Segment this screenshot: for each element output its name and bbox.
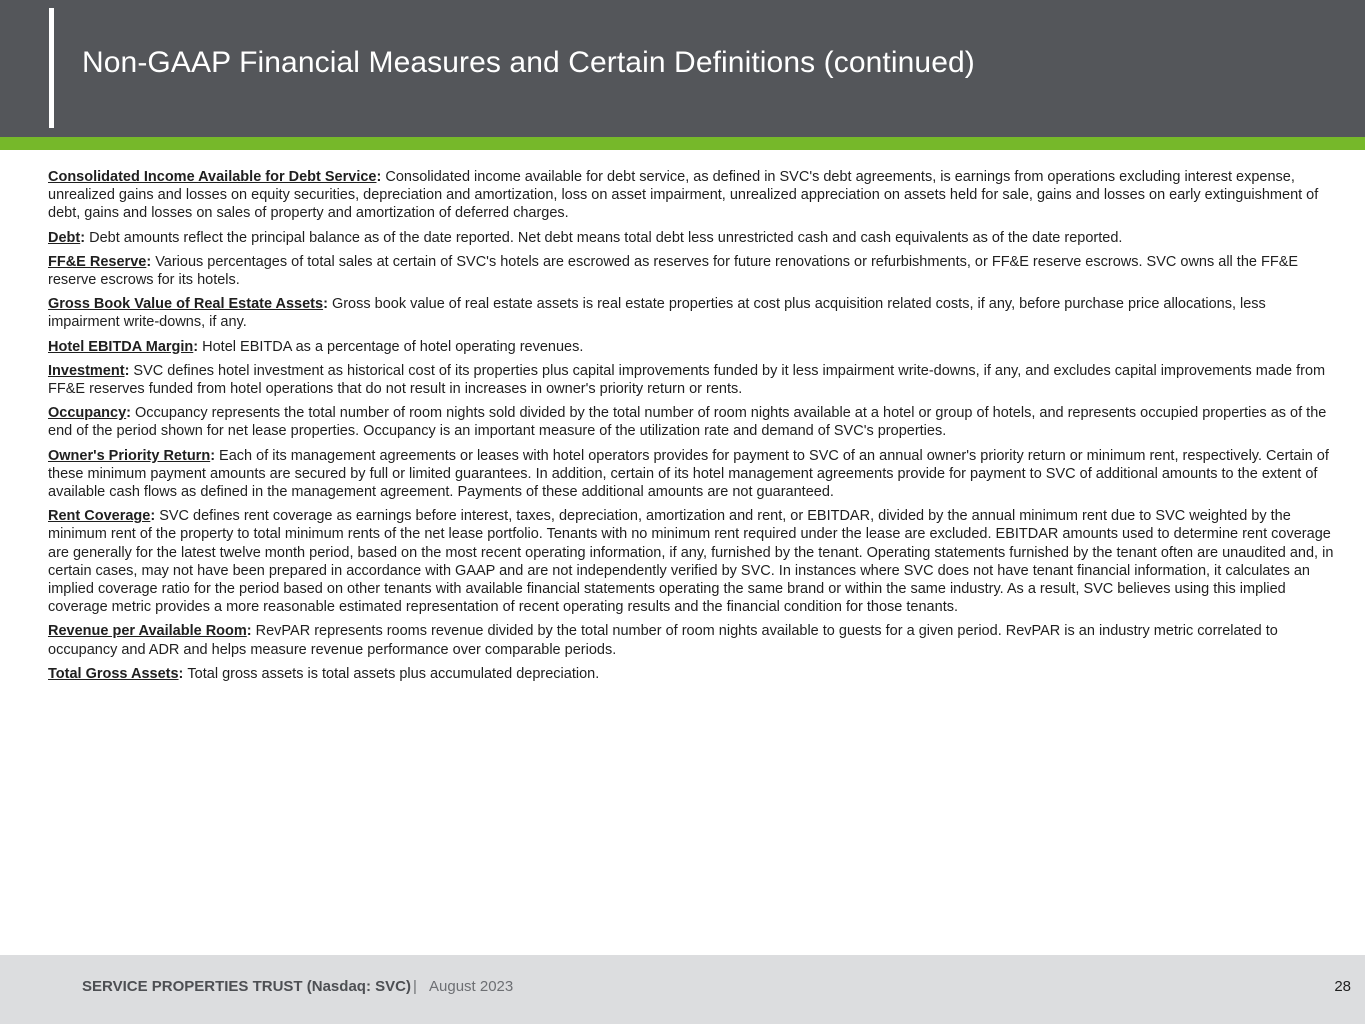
definition-item: Gross Book Value of Real Estate Assets: Gross book value of real estate assets is real estate properties at cost plus acquisition related costs, if any, before purchase price allocations, less impairment write-downs, if any. xyxy=(48,296,1266,331)
page-number: 28 xyxy=(1334,978,1351,995)
definition-text: RevPAR represents rooms revenue divided by the total number of room nights available to guests for a given period. RevPAR is an industry metric correlated to occupancy and ADR and helps measure revenue performance over comparable periods. xyxy=(48,623,1278,658)
header-accent-bar xyxy=(49,8,54,128)
footer-date: August 2023 xyxy=(429,978,514,995)
definition-term: Owner's Priority Return xyxy=(48,447,211,464)
definition-term: Investment xyxy=(48,362,125,379)
definition-term: Total Gross Assets xyxy=(48,665,179,682)
definition-text: Gross book value of real estate assets is real estate properties at cost plus acquisition related costs, if any, before purchase price allocations, less impairment write-downs, if any. xyxy=(48,296,1266,331)
page-title: Non-GAAP Financial Measures and Certain Definitions (continued) xyxy=(82,46,975,79)
footer-company: SERVICE PROPERTIES TRUST (Nasdaq: SVC) xyxy=(82,978,411,995)
definition-item: Occupancy: Occupancy represents the total number of room nights sold divided by the total number of room nights available at a hotel or group of hotels, and represents occupied properties as of the end of the period shown for net lease properties. Occupancy is an important measure of the utilization rate and demand of SVC's properties. xyxy=(48,405,1327,440)
definition-text: Consolidated income available for debt service, as defined in SVC's debt agreements, is earnings from operations excluding interest expense, unrealized gains and losses on equity securities, depreciation and amortization, loss on asset impairment, unrealized appreciation on assets held for sale, gains and losses on early extinguishment of debt, gains and losses on sales of property and amortization of deferred charges. xyxy=(48,169,1319,222)
slide-header xyxy=(0,0,1365,137)
definition-item: Owner's Priority Return: Each of its management agreements or leases with hotel operators provides for payment to SVC of an annual owner's priority return or minimum rent, respectively. Certain of these minimum payment amounts are secured by full or limited guarantees. In addition, certain of its hotel management agreements provide for payment to SVC of additional amounts to the extent of available cash flows as defined in the management agreement. Payments of these additional amounts are not guaranteed. xyxy=(48,447,1329,501)
definition-text: Various percentages of total sales at certain of SVC's hotels are escrowed as reserves for future renovations or refurbishments, or FF&E reserve escrows. SVC owns all the FF&E reserve escrows for its hotels. xyxy=(48,253,1299,289)
definition-item: Debt: Debt amounts reflect the principal balance as of the date reported. Net debt means total debt less unrestricted cash and cash equivalents as of the date reported. xyxy=(48,229,1123,246)
definition-term: Occupancy xyxy=(48,405,127,422)
definition-text: Debt amounts reflect the principal balance as of the date reported. Net debt means total debt less unrestricted cash and cash equivalents as of the date reported. xyxy=(89,229,1123,246)
definition-text: Total gross assets is total assets plus accumulated depreciation. xyxy=(187,665,600,682)
definition-text: Occupancy represents the total number of room nights sold divided by the total number of room nights available at a hotel or group of hotels, and represents occupied properties as of the end of the period shown for net lease properties. Occupancy is an important measure of the utilization rate and demand of SVC's properties. xyxy=(48,405,1327,440)
definition-item: Investment: SVC defines hotel investment as historical cost of its properties plus capital improvements funded by it less impairment write-downs, if any, and excludes capital improvements made from FF&E reserves funded from hotel operations that do not result in increases in owner's priority return or rents. xyxy=(48,362,1326,398)
definition-item: FF&E Reserve: Various percentages of total sales at certain of SVC's hotels are escrowed as reserves for future renovations or refurbishments, or FF&E reserve escrows. SVC owns all the FF&E reserve escrows for its hotels. xyxy=(48,253,1299,289)
definition-item: Rent Coverage: SVC defines rent coverage as earnings before interest, taxes, depreciation, amortization and rent, or EBITDAR, divided by the annual minimum rent due to SVC weighted by the minimum rent of the property to total minimum rents of the net lease portfolio. Tenants with no minimum rent required under the lease are excluded. EBITDAR amounts used to determine rent coverage are generally for the latest twelve month period, based on the most recent operating information, if any, furnished by the tenant. Operating statements furnished by the tenant often are unaudited and, in certain cases, may not have been prepared in accordance with GAAP and are not independently verified by SVC. In instances where SVC does not have tenant financial information, it calculates an implied coverage ratio for the period based on other tenants with available financial statements operating the same brand or within the same industry. As a result, SVC believes using this implied coverage metric provides a more reasonable estimated representation of recent operating results and the financial condition for those tenants. xyxy=(48,508,1334,616)
definition-text: Hotel EBITDA as a percentage of hotel operating revenues. xyxy=(202,338,584,355)
definitions-list xyxy=(48,168,1338,689)
definition-term: Consolidated Income Available for Debt Service xyxy=(48,169,377,185)
definition-text: SVC defines hotel investment as historical cost of its properties plus capital improvements funded by it less impairment write-downs, if any, and excludes capital improvements made from FF&E reserves funded from hotel operations that do not result in increases in owner's priority return or rents. xyxy=(48,362,1326,398)
footer-separator: | xyxy=(413,978,417,995)
definition-term: Gross Book Value of Real Estate Assets xyxy=(48,296,324,313)
definition-text: Each of its management agreements or leases with hotel operators provides for payment to SVC of an annual owner's priority return or minimum rent, respectively. Certain of these minimum payment amounts are secured by full or limited guarantees. In addition, certain of its hotel management agreements provide for payment to SVC of additional amounts to the extent of available cash flows as defined in the management agreement. Payments of these additional amounts are not guaranteed. xyxy=(48,447,1329,501)
definition-item: Total Gross Assets: Total gross assets is total assets plus accumulated depreciation. xyxy=(48,665,600,682)
definition-text: SVC defines rent coverage as earnings before interest, taxes, depreciation, amortization and rent, or EBITDAR, divided by the annual minimum rent due to SVC weighted by the minimum rent of the property to total minimum rents of the net lease portfolio. Tenants with no minimum rent required under the lease are excluded. EBITDAR amounts used to determine rent coverage are generally for the latest twelve month period, based on the most recent operating information, if any, furnished by the tenant. Operating statements furnished by the tenant often are unaudited and, in certain cases, may not have been prepared in accordance with GAAP and are not independently verified by SVC. In instances where SVC does not have tenant financial information, it calculates an implied coverage ratio for the period based on other tenants with available financial statements operating the same brand or within the same industry. As a result, SVC believes using this implied coverage metric provides a more reasonable estimated representation of recent operating results and the financial condition for those tenants. xyxy=(48,508,1334,616)
definition-term: FF&E Reserve xyxy=(48,253,147,270)
definition-item: Hotel EBITDA Margin: Hotel EBITDA as a percentage of hotel operating revenues. xyxy=(48,338,584,355)
definition-term: Debt xyxy=(48,229,81,246)
green-divider xyxy=(0,137,1365,150)
definition-term: Hotel EBITDA Margin xyxy=(48,338,194,355)
definition-item: Consolidated Income Available for Debt Service: Consolidated income available for debt service, as defined in SVC's debt agreements, is earnings from operations excluding interest expense, unrealized gains and losses on equity securities, depreciation and amortization, loss on asset impairment, unrealized appreciation on assets held for sale, gains and losses on early extinguishment of debt, gains and losses on sales of property and amortization of deferred charges. xyxy=(48,169,1319,222)
definition-item: Revenue per Available Room: RevPAR represents rooms revenue divided by the total number of room nights available to guests for a given period. RevPAR is an industry metric correlated to occupancy and ADR and helps measure revenue performance over comparable periods. xyxy=(48,623,1278,658)
slide-footer xyxy=(0,955,1365,1024)
definition-term: Revenue per Available Room xyxy=(48,623,247,640)
definition-term: Rent Coverage xyxy=(48,508,151,525)
